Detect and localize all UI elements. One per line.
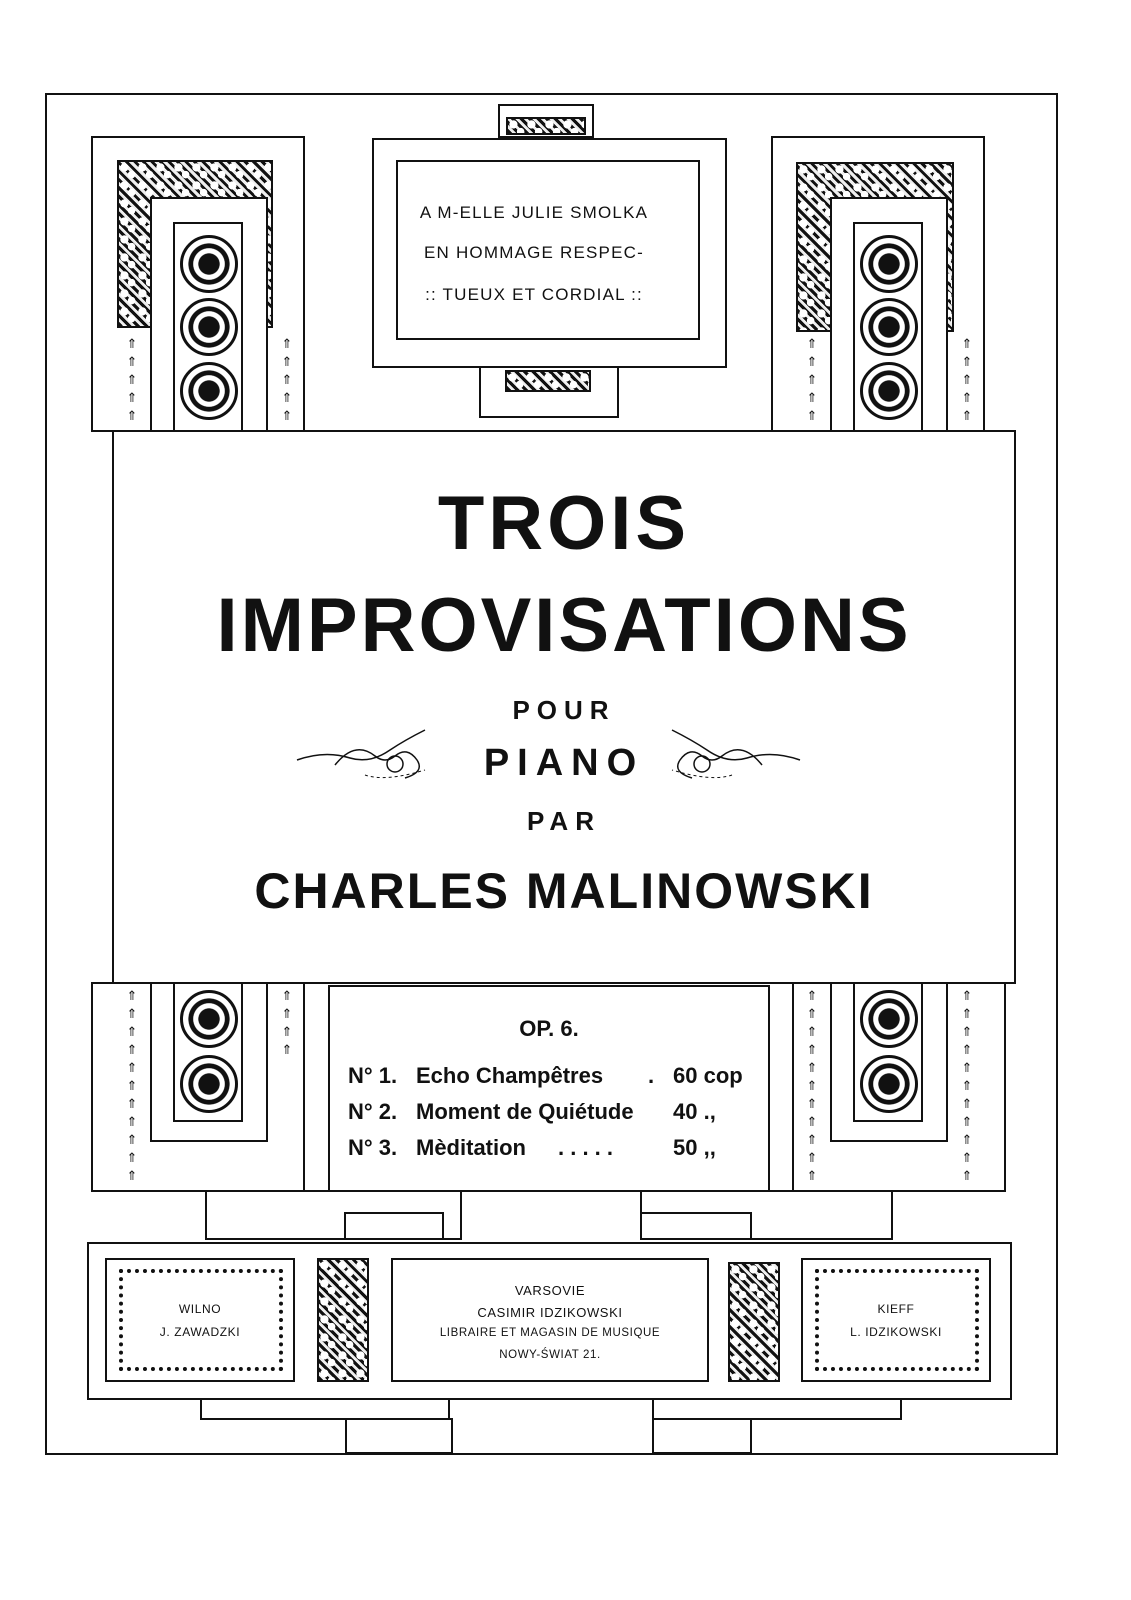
title-line-2: IMPROVISATIONS [216,583,912,668]
right-flourish-ornament [652,720,802,790]
opus-number: OP. 6. [519,1016,579,1041]
left-arrow-column-a: ⇑ ⇑ ⇑ ⇑ ⇑ [126,337,138,424]
publisher-left-name: J. ZAWADZKI [159,1325,241,1339]
right-lower-medallion-2 [860,1055,918,1113]
composer-name: CHARLES MALINOWSKI [254,863,874,919]
left-flourish-ornament [295,720,445,790]
publisher-right-name: L. IDZIKOWSKI [850,1325,942,1339]
left-medallion-2 [180,298,238,356]
right-lower-arrow-column-b: ⇑ ⇑ ⇑ ⇑ ⇑ ⇑ ⇑ ⇑ ⇑ ⇑ ⇑ [961,989,973,1184]
publishers-foot-right [652,1418,752,1454]
work-title: Echo Champêtres [416,1063,604,1088]
work-leader-dots: . [648,1063,655,1088]
publisher-center-address: NOWY-ŚWIAT 21. [499,1349,601,1361]
publisher-right-ornament-strip [728,1262,780,1382]
publishers-base-left [200,1398,450,1420]
work-price: 60 cop [673,1063,743,1088]
publisher-right-dotted-border [815,1269,979,1371]
works-list [348,1058,758,1166]
publisher-right-city: KIEFF [877,1302,915,1316]
left-lower-medallion-2 [180,1055,238,1113]
list-item [348,1058,758,1094]
right-medallion-2 [860,298,918,356]
work-number: N° 3. [348,1135,398,1160]
right-arrow-column-a: ⇑ ⇑ ⇑ ⇑ ⇑ [806,337,818,424]
left-lower-medallion-1 [180,990,238,1048]
publisher-center-city: VARSOVIE [514,1283,586,1298]
work-title: Mèditation [416,1135,526,1160]
right-lower-arrow-column-a: ⇑ ⇑ ⇑ ⇑ ⇑ ⇑ ⇑ ⇑ ⇑ ⇑ ⇑ [806,989,818,1184]
right-arrow-column-b: ⇑ ⇑ ⇑ ⇑ ⇑ [961,337,973,424]
work-price: 50 ,, [673,1135,716,1160]
publisher-center-description: LIBRAIRE ET MAGASIN DE MUSIQUE [439,1327,661,1339]
publishers-base-right [652,1398,902,1420]
title-instrument: PIANO [483,742,645,784]
publisher-center-name: CASIMIR IDZIKOWSKI [477,1305,623,1320]
list-item [348,1094,758,1130]
publishers-foot-left [345,1418,453,1454]
right-medallion-3 [860,362,918,420]
work-title: Moment de Quiétude [416,1099,634,1124]
publisher-left-ornament-strip [317,1258,369,1382]
title-pour: POUR [512,695,616,725]
publisher-center-box [391,1258,709,1382]
left-lower-arrow-column-a: ⇑ ⇑ ⇑ ⇑ ⇑ ⇑ ⇑ ⇑ ⇑ ⇑ ⇑ [126,989,138,1184]
left-arrow-column-b: ⇑ ⇑ ⇑ ⇑ ⇑ [281,337,293,424]
work-number: N° 2. [348,1099,398,1124]
left-lower-arrow-column-b: ⇑ ⇑ ⇑ ⇑ [281,989,293,1058]
publisher-left-city: WILNO [178,1302,222,1316]
right-lower-medallion-1 [860,990,918,1048]
dedication-line-1: A M-ELLE JULIE SMOLKA [419,203,649,222]
top-center-cap [498,104,594,138]
dedication-stem-ornament [505,370,591,392]
title-line-1: TROIS [437,481,691,566]
dedication-line-2: EN HOMMAGE RESPEC- [424,243,644,262]
left-medallion-1 [180,235,238,293]
dedication-line-3: :: TUEUX ET CORDIAL :: [425,285,643,304]
publisher-left-dotted-border [119,1269,283,1371]
work-leader-dots: . . . . . [558,1135,614,1160]
works-base-step-right [640,1212,752,1240]
work-price: 40 ., [673,1099,716,1124]
title-par: PAR [527,806,601,836]
left-medallion-3 [180,362,238,420]
work-number: N° 1. [348,1063,398,1088]
list-item [348,1130,758,1166]
works-base-step-left [344,1212,444,1240]
right-medallion-1 [860,235,918,293]
